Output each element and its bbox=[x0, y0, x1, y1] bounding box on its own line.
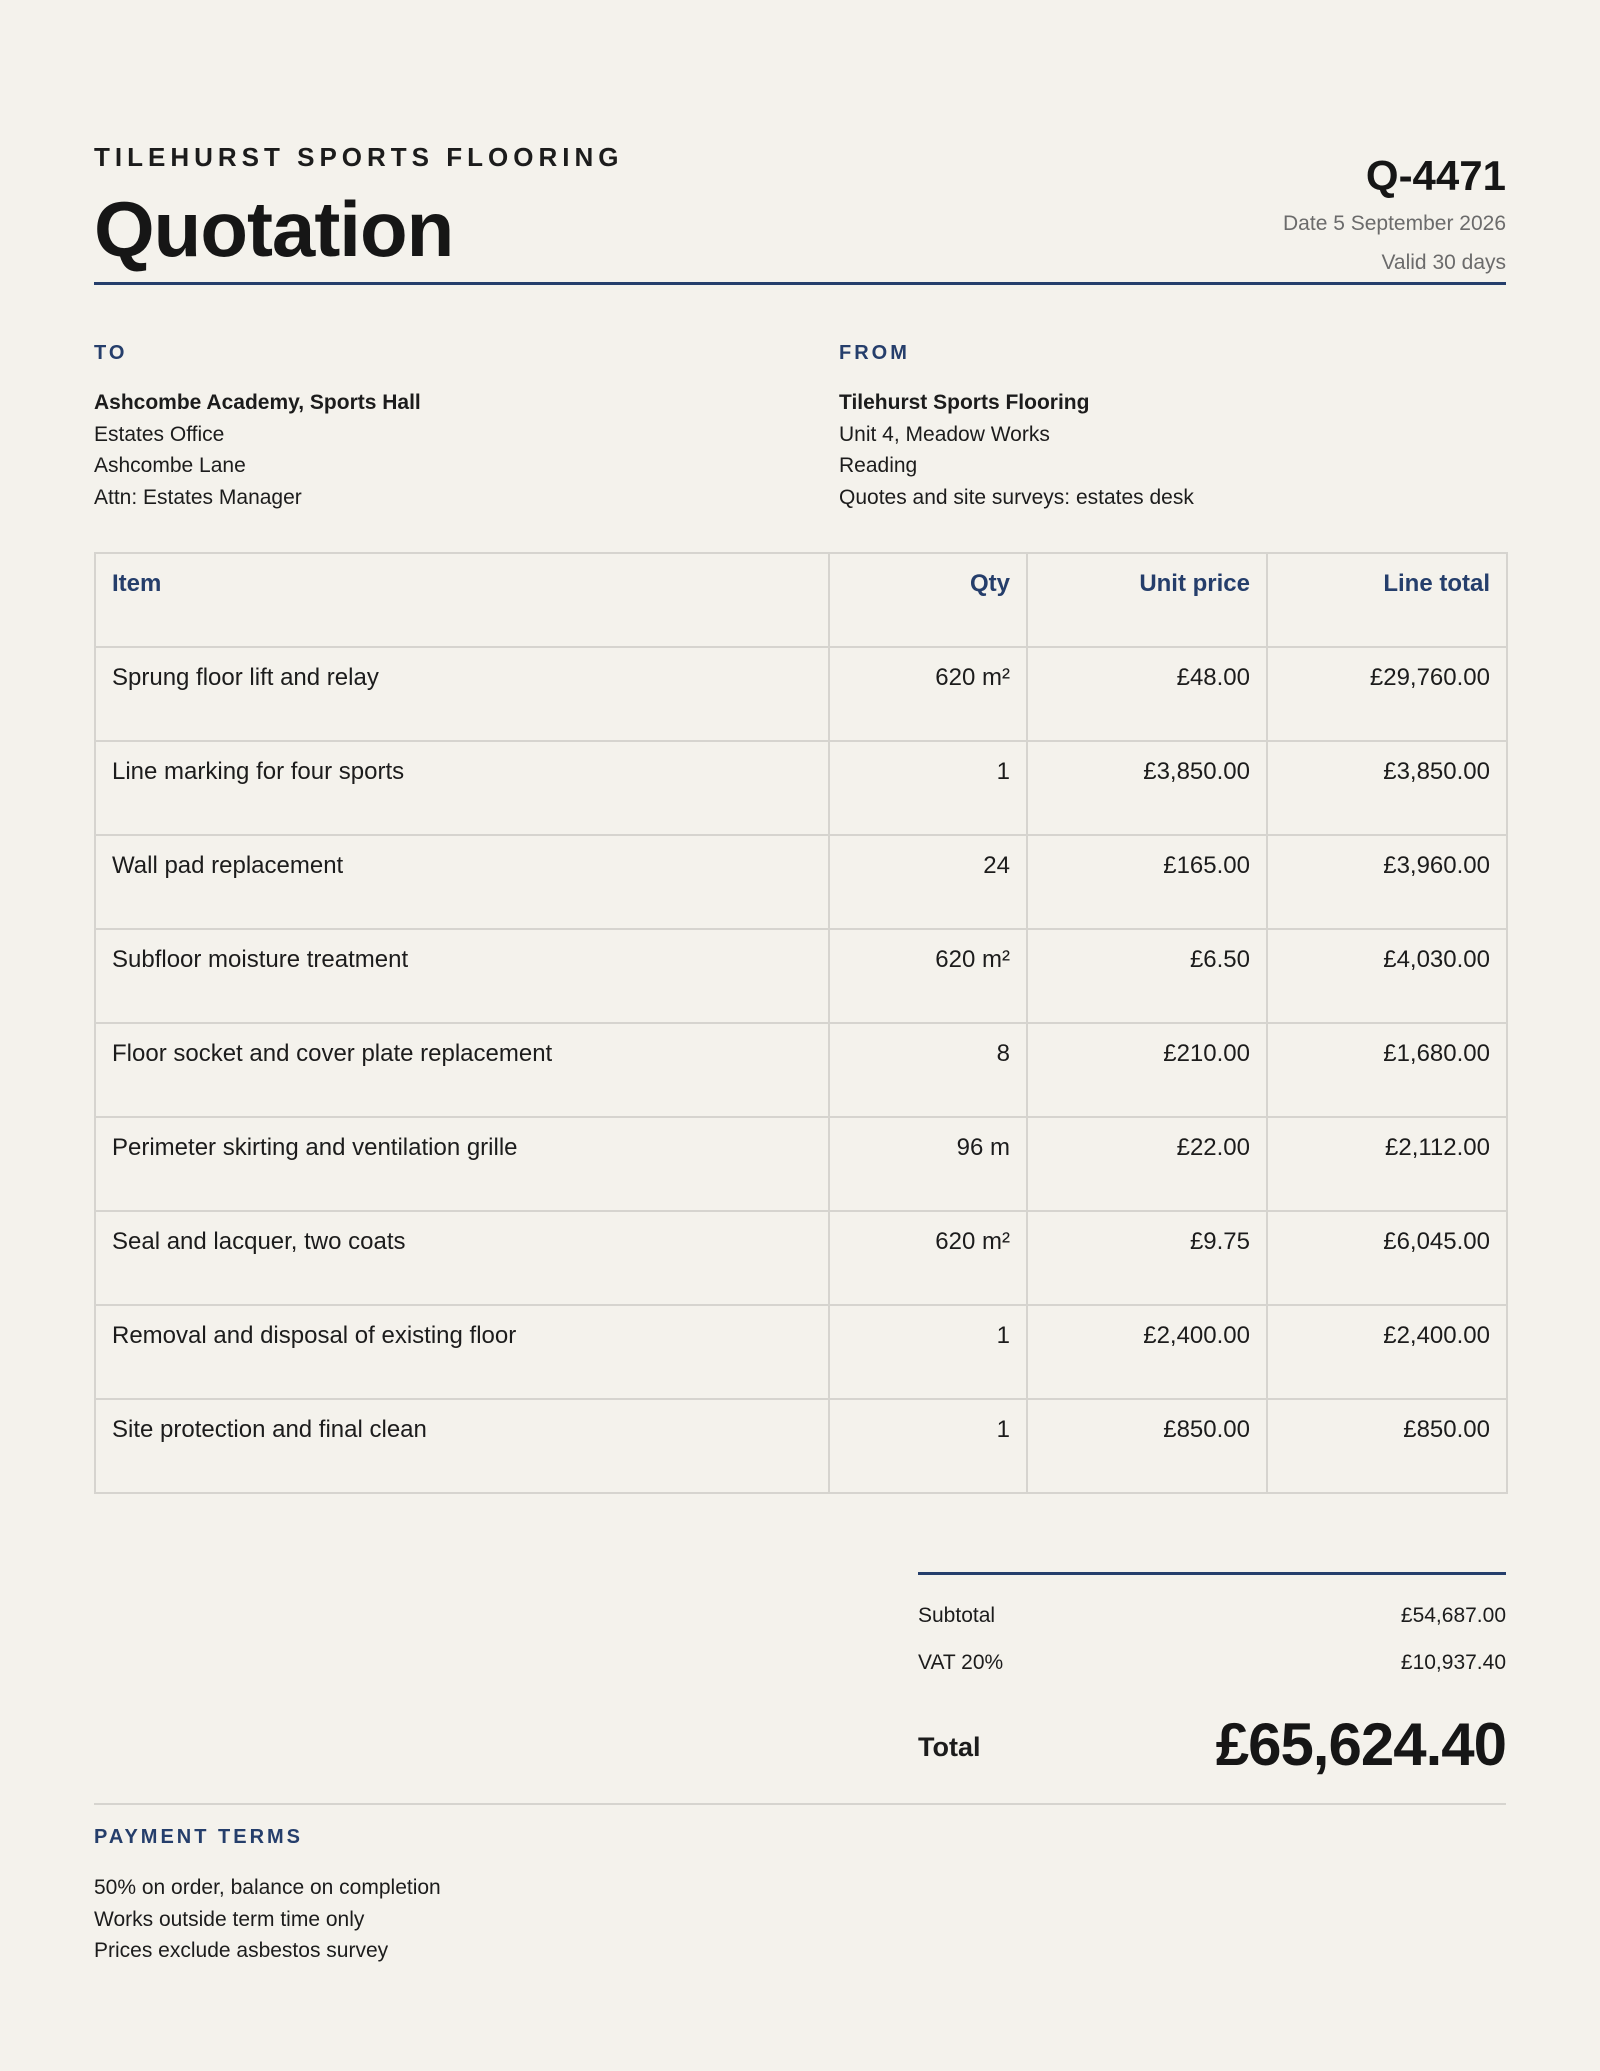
item-qty: 96 m bbox=[829, 1117, 1027, 1211]
header-divider bbox=[94, 282, 1506, 285]
item-line-total: £29,760.00 bbox=[1267, 647, 1507, 741]
sender-address-line: Unit 4, Meadow Works bbox=[839, 422, 1050, 446]
vat-value: £10,937.40 bbox=[1400, 1651, 1506, 1674]
column-header-unit-price: Unit price bbox=[1027, 553, 1267, 647]
item-line-total: £850.00 bbox=[1267, 1399, 1507, 1493]
item-unit-price: £210.00 bbox=[1027, 1023, 1267, 1117]
payment-term: 50% on order, balance on completion bbox=[94, 1876, 441, 1899]
recipient-attention: Attn: Estates Manager bbox=[94, 485, 302, 509]
column-header-line-total: Line total bbox=[1267, 553, 1507, 647]
total-value: £65,624.40 bbox=[1215, 1711, 1506, 1778]
item-qty: 1 bbox=[829, 741, 1027, 835]
item-line-total: £2,400.00 bbox=[1267, 1305, 1507, 1399]
recipient-address-line: Estates Office bbox=[94, 422, 225, 446]
sender-contact: Quotes and site surveys: estates desk bbox=[839, 485, 1194, 509]
document-title: Quotation bbox=[94, 185, 454, 273]
item-qty: 620 m² bbox=[829, 647, 1027, 741]
column-header-qty: Qty bbox=[829, 553, 1027, 647]
item-qty: 1 bbox=[829, 1305, 1027, 1399]
column-header-item: Item bbox=[95, 553, 829, 647]
item-description: Line marking for four sports bbox=[95, 741, 829, 835]
payment-term: Works outside term time only bbox=[94, 1907, 365, 1931]
table-row bbox=[95, 835, 1507, 929]
recipient-name: Ashcombe Academy, Sports Hall bbox=[94, 391, 421, 414]
payment-terms-list bbox=[94, 1872, 441, 1967]
line-items-table bbox=[94, 552, 1508, 1494]
sender-name: Tilehurst Sports Flooring bbox=[839, 391, 1090, 414]
item-line-total: £2,112.00 bbox=[1267, 1117, 1507, 1211]
table-row bbox=[95, 929, 1507, 1023]
quote-date: Date 5 September 2026 bbox=[1283, 212, 1506, 235]
vat-label: VAT 20% bbox=[918, 1651, 1004, 1674]
subtotal-label: Subtotal bbox=[918, 1604, 996, 1627]
table-row bbox=[95, 1305, 1507, 1399]
total-label: Total bbox=[918, 1732, 981, 1762]
item-unit-price: £6.50 bbox=[1027, 929, 1267, 1023]
table-row bbox=[95, 741, 1507, 835]
table-row bbox=[95, 647, 1507, 741]
item-unit-price: £3,850.00 bbox=[1027, 741, 1267, 835]
table-header-row bbox=[95, 553, 1507, 647]
table-row bbox=[95, 1117, 1507, 1211]
item-description: Floor socket and cover plate replacement bbox=[95, 1023, 829, 1117]
table-row bbox=[95, 1211, 1507, 1305]
quote-number: Q-4471 bbox=[1365, 152, 1506, 199]
item-unit-price: £9.75 bbox=[1027, 1211, 1267, 1305]
sender-address-line: Reading bbox=[839, 454, 918, 477]
item-description: Subfloor moisture treatment bbox=[95, 929, 829, 1023]
item-line-total: £3,960.00 bbox=[1267, 835, 1507, 929]
terms-divider bbox=[94, 1803, 1506, 1805]
item-description: Sprung floor lift and relay bbox=[95, 647, 829, 741]
item-line-total: £6,045.00 bbox=[1267, 1211, 1507, 1305]
payment-term: Prices exclude asbestos survey bbox=[94, 1939, 389, 1962]
quote-validity: Valid 30 days bbox=[1381, 251, 1506, 274]
item-description: Removal and disposal of existing floor bbox=[95, 1305, 829, 1399]
item-description: Seal and lacquer, two coats bbox=[95, 1211, 829, 1305]
item-qty: 620 m² bbox=[829, 929, 1027, 1023]
recipient-heading: TO bbox=[94, 342, 128, 364]
item-qty: 620 m² bbox=[829, 1211, 1027, 1305]
sender-block bbox=[839, 342, 1479, 513]
totals-divider bbox=[918, 1572, 1506, 1575]
item-unit-price: £48.00 bbox=[1027, 647, 1267, 741]
sender-heading: FROM bbox=[839, 342, 910, 364]
item-qty: 8 bbox=[829, 1023, 1027, 1117]
subtotal-value: £54,687.00 bbox=[1400, 1604, 1506, 1627]
item-line-total: £3,850.00 bbox=[1267, 741, 1507, 835]
payment-terms-heading: PAYMENT TERMS bbox=[94, 1826, 304, 1848]
item-qty: 24 bbox=[829, 835, 1027, 929]
table-row bbox=[95, 1023, 1507, 1117]
item-unit-price: £22.00 bbox=[1027, 1117, 1267, 1211]
item-description: Wall pad replacement bbox=[95, 835, 829, 929]
recipient-block bbox=[94, 342, 734, 513]
item-line-total: £1,680.00 bbox=[1267, 1023, 1507, 1117]
item-unit-price: £165.00 bbox=[1027, 835, 1267, 929]
item-qty: 1 bbox=[829, 1399, 1027, 1493]
table-row bbox=[95, 1399, 1507, 1493]
recipient-address-line: Ashcombe Lane bbox=[94, 454, 246, 477]
item-line-total: £4,030.00 bbox=[1267, 929, 1507, 1023]
item-description: Perimeter skirting and ventilation grille bbox=[95, 1117, 829, 1211]
company-name: TILEHURST SPORTS FLOORING bbox=[94, 142, 624, 172]
item-description: Site protection and final clean bbox=[95, 1399, 829, 1493]
item-unit-price: £2,400.00 bbox=[1027, 1305, 1267, 1399]
item-unit-price: £850.00 bbox=[1027, 1399, 1267, 1493]
